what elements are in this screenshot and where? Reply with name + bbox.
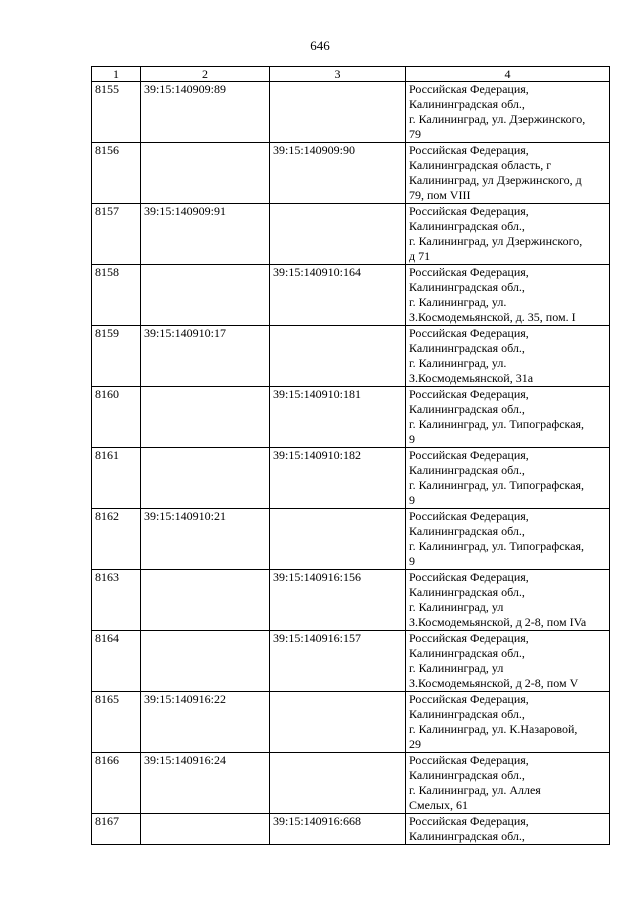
address-line: 9 — [409, 554, 415, 568]
address-line: г. Калининград, ул. Дзержинского, — [409, 112, 586, 126]
cadastral-number-cell — [141, 143, 270, 204]
row-number-cell: 8162 — [92, 509, 141, 570]
row-number-cell: 8160 — [92, 387, 141, 448]
object-cadastral-number-cell: 39:15:140909:90 — [270, 143, 406, 204]
address-line: Российская Федерация, — [409, 692, 529, 706]
cadastral-number-cell — [141, 387, 270, 448]
cadastral-number-cell: 39:15:140916:22 — [141, 692, 270, 753]
address-line: Калининградская обл., — [409, 463, 525, 477]
object-cadastral-number-cell — [270, 204, 406, 265]
table-row — [92, 326, 610, 387]
column-header: 3 — [270, 67, 406, 82]
address-line: г. Калининград, ул. — [409, 356, 507, 370]
address-line: Калининград, ул Дзержинского, д — [409, 173, 582, 187]
cadastral-number-cell: 39:15:140909:91 — [141, 204, 270, 265]
address-line: Калининградская обл., — [409, 646, 525, 660]
address-line: Калининградская обл., — [409, 524, 525, 538]
row-number-cell: 8166 — [92, 753, 141, 814]
object-cadastral-number-cell — [270, 753, 406, 814]
object-cadastral-number-cell: 39:15:140916:668 — [270, 814, 406, 845]
address-line: Калининградская обл., — [409, 280, 525, 294]
column-header: 2 — [141, 67, 270, 82]
table-header-row — [92, 67, 610, 82]
address-line: Российская Федерация, — [409, 204, 529, 218]
address-line: Калининградская обл., — [409, 829, 525, 843]
row-number-cell: 8156 — [92, 143, 141, 204]
address-line: Калининградская обл., — [409, 97, 525, 111]
table-row — [92, 753, 610, 814]
address-line: д 71 — [409, 249, 431, 263]
row-number-cell: 8155 — [92, 82, 141, 143]
address-cell — [406, 692, 610, 753]
address-line: Калининградская обл., — [409, 768, 525, 782]
object-cadastral-number-cell: 39:15:140916:156 — [270, 570, 406, 631]
registry-table — [91, 66, 610, 845]
object-cadastral-number-cell — [270, 82, 406, 143]
cadastral-number-cell — [141, 448, 270, 509]
address-cell — [406, 509, 610, 570]
address-cell — [406, 631, 610, 692]
address-line: Калининградская обл., — [409, 219, 525, 233]
address-line: Российская Федерация, — [409, 814, 529, 828]
address-line: Российская Федерация, — [409, 387, 529, 401]
address-line: З.Космодемьянской, д 2-8, пом IVa — [409, 615, 587, 629]
table-row — [92, 82, 610, 143]
address-line: 9 — [409, 493, 415, 507]
address-line: З.Космодемьянской, д. 35, пом. I — [409, 310, 576, 324]
address-line: Смелых, 61 — [409, 798, 468, 812]
table-row — [92, 631, 610, 692]
address-line: З.Космодемьянской, д 2-8, пом V — [409, 676, 579, 690]
table-row — [92, 448, 610, 509]
address-line: Российская Федерация, — [409, 265, 529, 279]
row-number-cell: 8158 — [92, 265, 141, 326]
column-header: 4 — [406, 67, 610, 82]
address-line: г. Калининград, ул. Типографская, — [409, 417, 585, 431]
row-number-cell: 8167 — [92, 814, 141, 845]
address-line: г. Калининград, ул. Типографская, — [409, 539, 585, 553]
table-row — [92, 265, 610, 326]
row-number-cell: 8164 — [92, 631, 141, 692]
page-number: 646 — [310, 38, 330, 53]
address-line: г. Калининград, ул — [409, 661, 504, 675]
address-cell — [406, 814, 610, 845]
cadastral-number-cell — [141, 814, 270, 845]
table-row — [92, 143, 610, 204]
row-number-cell: 8159 — [92, 326, 141, 387]
object-cadastral-number-cell: 39:15:140916:157 — [270, 631, 406, 692]
object-cadastral-number-cell: 39:15:140910:164 — [270, 265, 406, 326]
address-line: 9 — [409, 432, 415, 446]
table-body — [92, 82, 610, 845]
address-line: Калининградская обл., — [409, 585, 525, 599]
address-line: Калининградская область, г — [409, 158, 552, 172]
cadastral-number-cell — [141, 631, 270, 692]
address-line: г. Калининград, ул. К.Назаровой, — [409, 722, 578, 736]
cadastral-number-cell: 39:15:140910:21 — [141, 509, 270, 570]
address-cell — [406, 326, 610, 387]
object-cadastral-number-cell — [270, 509, 406, 570]
address-cell — [406, 265, 610, 326]
row-number-cell: 8165 — [92, 692, 141, 753]
object-cadastral-number-cell: 39:15:140910:181 — [270, 387, 406, 448]
address-line: Калининградская обл., — [409, 707, 525, 721]
row-number-cell: 8157 — [92, 204, 141, 265]
address-line: 29 — [409, 737, 421, 751]
address-line: Калининградская обл., — [409, 402, 525, 416]
address-line: Российская Федерация, — [409, 570, 529, 584]
address-line: Российская Федерация, — [409, 631, 529, 645]
address-cell — [406, 143, 610, 204]
cadastral-number-cell — [141, 265, 270, 326]
column-header: 1 — [92, 67, 141, 82]
table-row — [92, 509, 610, 570]
address-cell — [406, 570, 610, 631]
address-line: Российская Федерация, — [409, 82, 529, 96]
cadastral-number-cell: 39:15:140909:89 — [141, 82, 270, 143]
table-row — [92, 387, 610, 448]
table-row — [92, 570, 610, 631]
address-line: г. Калининград, ул — [409, 600, 504, 614]
address-cell — [406, 387, 610, 448]
cadastral-number-cell: 39:15:140910:17 — [141, 326, 270, 387]
address-cell — [406, 82, 610, 143]
cadastral-number-cell — [141, 570, 270, 631]
table-row — [92, 692, 610, 753]
address-line: Российская Федерация, — [409, 753, 529, 767]
address-line: 79, пом VIII — [409, 188, 471, 202]
address-line: г. Калининград, ул. Аллея — [409, 783, 541, 797]
table-row — [92, 814, 610, 845]
table-row — [92, 204, 610, 265]
address-line: Российская Федерация, — [409, 143, 529, 157]
object-cadastral-number-cell: 39:15:140910:182 — [270, 448, 406, 509]
cadastral-number-cell: 39:15:140916:24 — [141, 753, 270, 814]
address-cell — [406, 753, 610, 814]
object-cadastral-number-cell — [270, 692, 406, 753]
address-line: Российская Федерация, — [409, 448, 529, 462]
address-line: 79 — [409, 127, 421, 141]
address-line: З.Космодемьянской, 31а — [409, 371, 534, 385]
address-line: Калининградская обл., — [409, 341, 525, 355]
row-number-cell: 8161 — [92, 448, 141, 509]
address-line: Российская Федерация, — [409, 509, 529, 523]
address-cell — [406, 204, 610, 265]
row-number-cell: 8163 — [92, 570, 141, 631]
address-line: Российская Федерация, — [409, 326, 529, 340]
address-cell — [406, 448, 610, 509]
address-line: г. Калининград, ул. Типографская, — [409, 478, 585, 492]
address-line: г. Калининград, ул Дзержинского, — [409, 234, 583, 248]
address-line: г. Калининград, ул. — [409, 295, 507, 309]
object-cadastral-number-cell — [270, 326, 406, 387]
